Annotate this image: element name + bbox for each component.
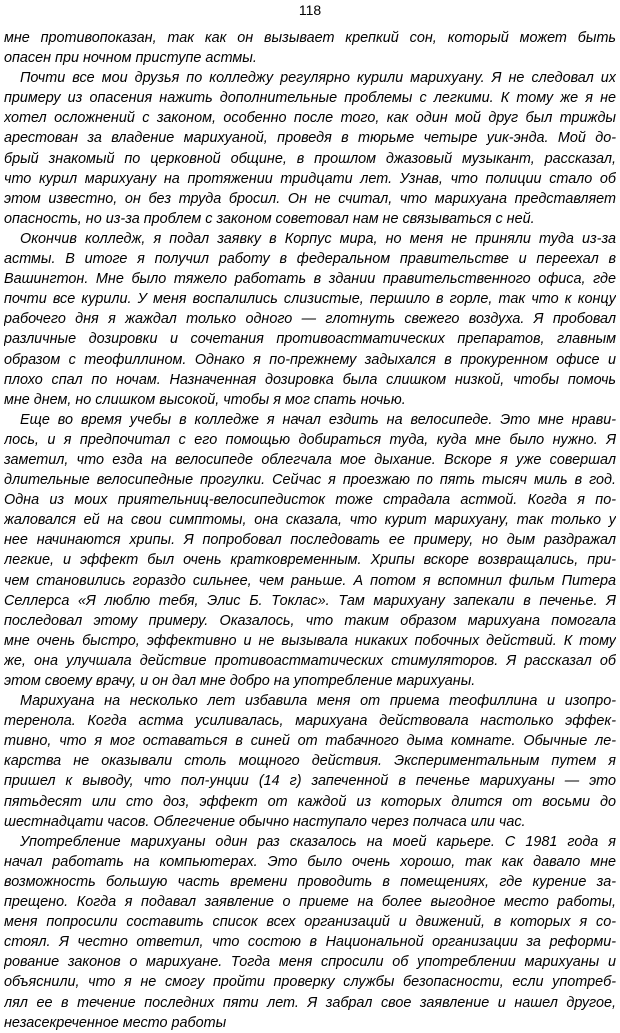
text-line: объяснили, что я не смогу пройти проверку службы безопасности, если употреб-: [4, 974, 616, 991]
text-line: арестован за владение марихуаной, проведя в тюрьме четыре уик-энда. Мой до-: [4, 130, 616, 147]
text-line: этом своему врачу, и он дал мне добро на употребление марихуаны.: [4, 673, 476, 689]
paragraph: [4, 832, 616, 1033]
text-line: меня попросили составить список всех организаций и движений, в которых я со-: [4, 914, 616, 931]
text-line: незасекреченное место работы: [4, 1014, 227, 1031]
page-number: 118: [298, 2, 322, 18]
text-line: прещено. Когда я подавал заявление о приеме на более выгодное место работы,: [4, 894, 616, 911]
text-line: чем становились гораздо сильнее, чем раньше. А потом я вспомнил фильм Питера: [4, 572, 616, 589]
text-line: почти все курили. У меня воспалились слизистые, першило в горле, так что к концу: [4, 291, 616, 308]
text-line: рование законов о марихуане. Тогда меня спросили об употреблении марихуаны и: [4, 954, 616, 971]
text-line: астмы. В итоге я получил работу в федеральном правительстве и переехал в: [4, 251, 616, 268]
text-line: Употребление марихуаны один раз сказалось на моей карьере. С 1981 года я: [20, 833, 616, 850]
text-line: рабочего дня я жаждал только одного — глотнуть свежего воздуха. Я пробовал: [4, 311, 616, 328]
text-line: шестнадцати часов. Облегчение обычно наступало через полчаса или час.: [4, 813, 526, 830]
body-text: [4, 28, 616, 1033]
text-line: Еще во время учебы в колледже я начал ездить на велосипеде. Это мне нрави-: [20, 411, 616, 428]
text-line: Вашингтон. Мне было тяжело работать в здании правительственного офиса, где: [4, 271, 616, 288]
text-line: жаловался ей на свои симптомы, она сказала, что курит марихуану, так только у: [4, 512, 616, 529]
text-line: стоял. Я честно ответил, что состою в Национальной организации за реформи-: [4, 934, 616, 951]
paragraph: [4, 410, 616, 691]
text-line: Селлерса «Я люблю тебя, Элис Б. Токлас». Там марихуану запекали в печенье. Я: [4, 592, 616, 609]
text-line: легкие, и эффект был очень кратковременным. Хрипы вскоре возвращались, при-: [4, 552, 616, 569]
text-line: нее начинаются хрипы. Я попробовал последовать ее примеру, но дым раздражал: [4, 532, 616, 549]
text-line: хотел осложнений с законом, особенно после того, как один мой друг был трижды: [4, 110, 616, 127]
text-line: мне днем, но слишком высокой, чтобы я мог спать ночью.: [4, 391, 406, 408]
text-line: карства не оказывали столь мощного действия. Экспериментальным путем я: [4, 753, 616, 770]
text-line: же, она улучшала действие противоастматических стимуляторов. Я рассказал об: [4, 652, 616, 669]
text-line: различные дозировки и сочетания противоастматических препаратов, главным: [4, 331, 616, 348]
text-line: опасность, но из-за проблем с законом советовал нам не связываться с ней.: [4, 210, 535, 227]
text-line: возможность большую часть времени проводить в помещениях, где курение за-: [4, 873, 616, 890]
text-line: лось, и я предпочитал с его помощью добираться туда, куда мне было нужно. Я: [4, 431, 616, 448]
paragraph: [4, 691, 616, 832]
text-line: Марихуана на несколько лет избавила меня от приема теофиллина и изопро-: [20, 693, 616, 710]
text-line: Почти все мои друзья по колледжу регулярно курили марихуану. Я не следовал их: [20, 70, 616, 87]
text-line: лял ее в течение последних пяти лет. Я забрал свое заявление и нашел другое,: [4, 994, 616, 1011]
text-line: плохо спал по ночам. Назначенная дозировка была слишком низкой, чтобы помочь: [4, 371, 616, 388]
text-line: последовал этому примеру. Оказалось, что таким образом марихуана помогала: [4, 612, 616, 629]
text-line: теренола. Когда астма усиливалась, марихуана действовала настолько эффек-: [4, 713, 616, 730]
text-line: примеру из опасения нажить дополнительные проблемы с легкими. К тому же я не: [4, 90, 616, 107]
text-line: пятьдесят или сто доз, эффект от каждой из которых длится от восьми до: [4, 793, 616, 810]
text-line: образом с теофиллином. Однако я по-прежнему задыхался в прокуренном офисе и: [4, 351, 616, 368]
text-line: что курил марихуану на протяжении тридцати лет. Узнав, что полиции стало об: [4, 170, 616, 187]
paragraph: [4, 68, 616, 229]
text-line: Одна из моих приятельниц-велосипедисток тоже страдала астмой. Когда я по-: [4, 492, 616, 509]
text-line: длительные велосипедные прогулки. Сейчас я проезжаю по пять тысяч миль в год.: [4, 472, 616, 489]
text-line: начал работать на компьютерах. Это было очень хорошо, так как давало мне: [4, 853, 616, 870]
text-line: заметил, что езда на велосипеде облегчала мое дыхание. Вскоре я уже совершал: [4, 451, 616, 468]
text-line: брый знакомый по церковной общине, в прошлом джазовый музыкант, рассказал,: [4, 150, 616, 167]
text-line: Окончив колледж, я подал заявку в Корпус мира, но меня не приняли туда из-за: [20, 230, 616, 247]
text-line: этом известно, он без труда бросил. Он не считал, что марихуана представляет: [4, 190, 616, 207]
text-line: мне очень быстро, эффективно и не вызывала никаких побочных действий. К тому: [4, 632, 616, 649]
text-line: опасен при ночном приступе астмы.: [4, 50, 257, 67]
paragraph: [4, 28, 616, 68]
paragraph: [4, 229, 616, 410]
text-line: мне противопоказан, так как он вызывает крепкий сон, который может быть: [4, 30, 616, 46]
text-line: пришел к выводу, что пол-унции (14 г) запеченной в печенье марихуаны — это: [4, 773, 616, 790]
text-line: тивно, что я мог оставаться в синей от табачного дыма комнате. Обычные ле-: [4, 733, 616, 750]
